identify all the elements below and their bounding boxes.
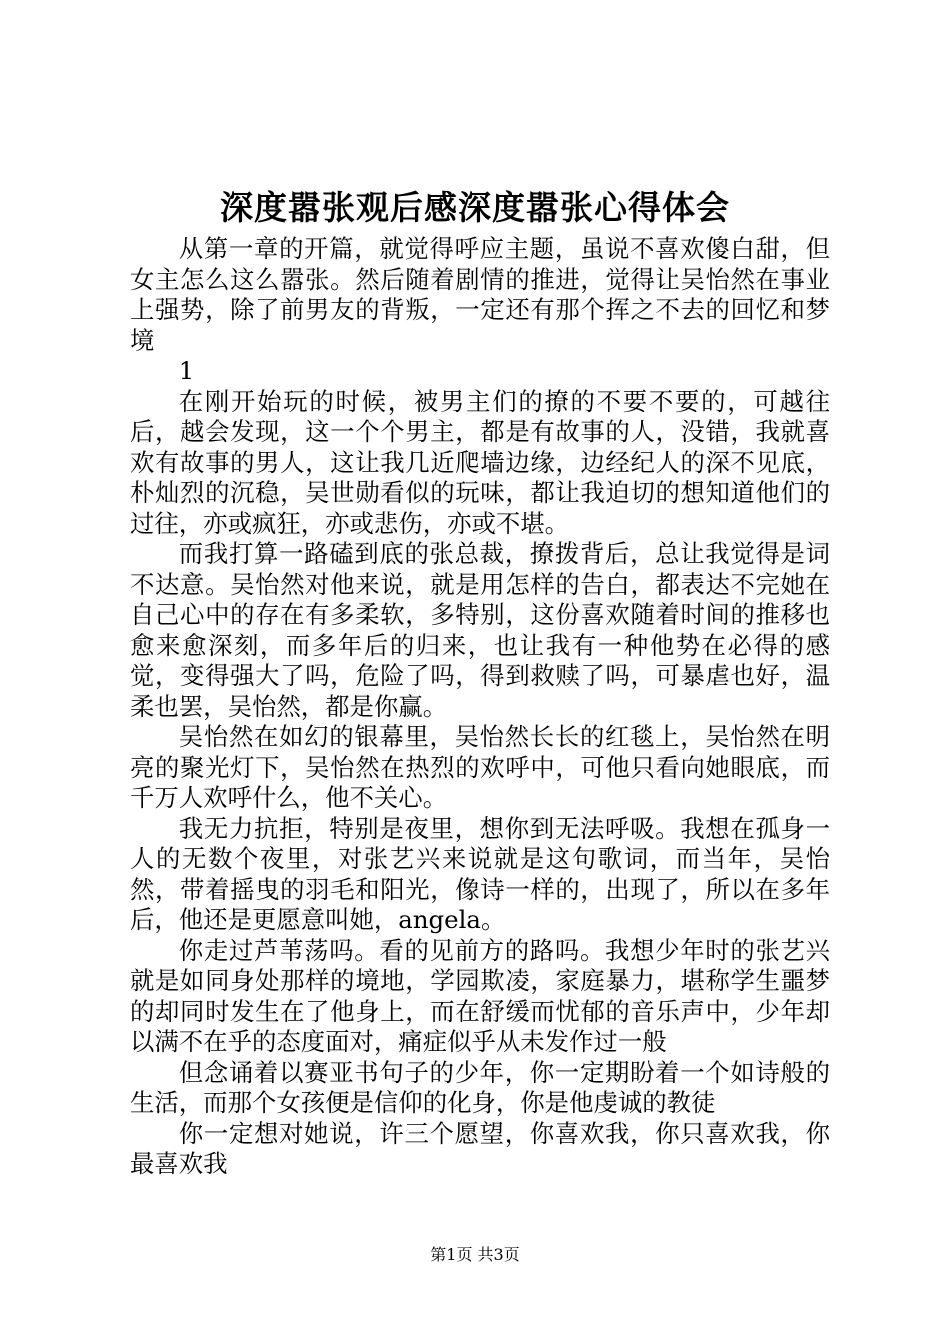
paragraph-1: 从第一章的开篇，就觉得呼应主题，虽说不喜欢傻白甜，但女主怎么这么嚣张。然后随着剧情的推进，觉得让吴怡然在事业上强势，除了前男友的背叛，一定还有那个挥之不去的回忆和梦境 xyxy=(130,234,830,355)
paragraph-4: 而我打算一路磕到底的张总裁，撩拨背后，总让我觉得是词不达意。吴怡然对他来说，就是用怎样的告白，都表达不完她在自己心中的存在有多柔软，多特别，这份喜欢随着时间的推移也愈来愈深刻，而多年后的归来，也让我有一种他势在必得的感觉，变得强大了吗，危险了吗，得到救赎了吗，可暴虐也好，温柔也罢，吴怡然，都是你赢。 xyxy=(130,539,830,721)
paragraph-7: 你走过芦苇荡吗。看的见前方的路吗。我想少年时的张艺兴就是如同身处那样的境地，学园欺凌，家庭暴力，堪称学生噩梦的却同时发生在了他身上，而在舒缓而忧郁的音乐声中，少年却以满不在乎的态度面对，痛症似乎从未发作过一般 xyxy=(130,935,830,1056)
document-body xyxy=(130,234,830,1180)
paragraph-9: 你一定想对她说，许三个愿望，你喜欢我，你只喜欢我，你最喜欢我 xyxy=(130,1118,830,1178)
paragraph-6: 我无力抗拒，特别是夜里，想你到无法呼吸。我想在孤身一人的无数个夜里，对张艺兴来说就是这句歌词，而当年，吴怡然，带着摇曳的羽毛和阳光，像诗一样的，出现了，所以在多年后，他还是更愿意叫她，angela。 xyxy=(130,813,830,934)
page-total: 共3页 xyxy=(477,1245,520,1264)
paragraph-3: 在刚开始玩的时候，被男主们的撩的不要不要的，可越往后，越会发现，这一个个男主，都是有故事的人，没错，我就喜欢有故事的男人，这让我几近爬墙边缘，边经纪人的深不见底，朴灿烈的沉稳，吴世勋看似的玩味，都让我迫切的想知道他们的过往，亦或疯狂，亦或悲伤，亦或不堪。 xyxy=(130,386,830,538)
paragraph-2: 1 xyxy=(178,356,195,385)
page-footer xyxy=(0,1243,950,1267)
paragraph-8: 但念诵着以赛亚书句子的少年，你一定期盼着一个如诗般的生活，而那个女孩便是信仰的化身，你是他虔诚的教徒 xyxy=(130,1057,830,1117)
paragraph-5: 吴怡然在如幻的银幕里，吴怡然长长的红毯上，吴怡然在明亮的聚光灯下，吴怡然在热烈的欢呼中，可他只看向她眼底，而千万人欢呼什么，他不关心。 xyxy=(130,722,830,812)
page-number: 第1页 xyxy=(430,1245,473,1264)
document-title: 深度嚣张观后感深度嚣张心得体会 xyxy=(220,188,730,227)
